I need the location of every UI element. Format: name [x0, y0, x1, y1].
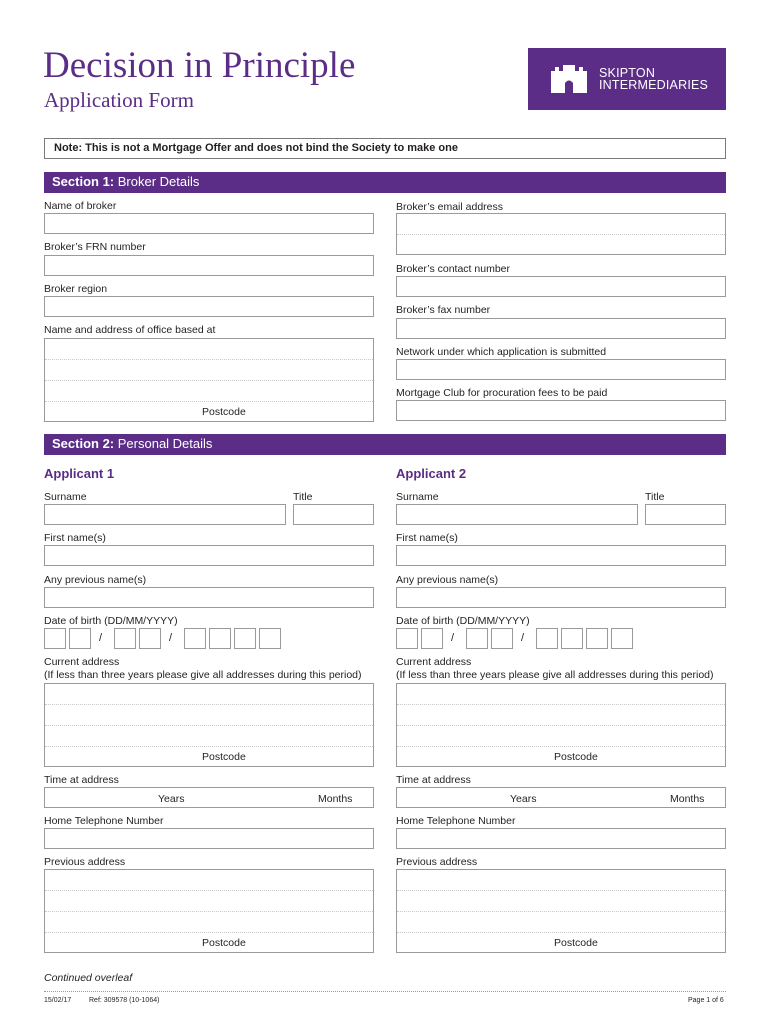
section1-header [44, 172, 726, 193]
applicant2-first-names-field[interactable] [396, 545, 726, 566]
applicant2-previous-names-field[interactable] [396, 587, 726, 608]
applicant1-current-address-note: (If less than three years please give all addresses during this period) [44, 669, 362, 681]
applicant1-previous-names-label: Any previous name(s) [44, 574, 147, 586]
email-label: Broker’s email address [396, 201, 503, 213]
applicant1-dob-y3[interactable] [234, 628, 256, 649]
applicant2-previous-address-label: Previous address [396, 856, 478, 868]
applicant2-time-label: Time at address [396, 774, 471, 786]
applicant2-first-names-label: First name(s) [396, 532, 458, 544]
applicant1-home-phone-label: Home Telephone Number [44, 815, 164, 827]
name-of-broker-label: Name of broker [44, 200, 117, 212]
applicant1-postcode2-label: Postcode [202, 937, 246, 949]
applicant1-first-names-label: First name(s) [44, 532, 106, 544]
frn-label: Broker’s FRN number [44, 241, 146, 253]
applicant1-dob-label: Date of birth (DD/MM/YYYY) [44, 615, 178, 627]
applicant2-dob-d2[interactable] [421, 628, 443, 649]
applicant1-home-phone-field[interactable] [44, 828, 374, 849]
fax-label: Broker’s fax number [396, 304, 491, 316]
applicant2-title-label: Title [645, 491, 665, 503]
applicant1-previous-names-field[interactable] [44, 587, 374, 608]
logo-line2: INTERMEDIARIES [599, 78, 709, 92]
applicant1-dob-y1[interactable] [184, 628, 206, 649]
applicant2-heading: Applicant 2 [396, 466, 467, 481]
applicant2-dob-d1[interactable] [396, 628, 418, 649]
footer-date: 15/02/17 [44, 997, 72, 1004]
applicant1-dob-d2[interactable] [69, 628, 91, 649]
applicant1-dob-sep1: / [99, 632, 103, 644]
applicant2-dob-m2[interactable] [491, 628, 513, 649]
applicant2-dob-y3[interactable] [586, 628, 608, 649]
applicant2-previous-names-label: Any previous name(s) [396, 574, 499, 586]
region-field[interactable] [44, 296, 374, 317]
applicant1-time-label: Time at address [44, 774, 119, 786]
applicant1-heading: Applicant 1 [44, 466, 115, 481]
network-label: Network under which application is submitted [396, 346, 607, 358]
applicant2-home-phone-field[interactable] [396, 828, 726, 849]
castle-icon [549, 63, 589, 95]
applicant2-dob-m1[interactable] [466, 628, 488, 649]
applicant2-postcode2-label: Postcode [554, 937, 598, 949]
applicant1-dob-y2[interactable] [209, 628, 231, 649]
applicant1-dob-m2[interactable] [139, 628, 161, 649]
applicant1-title-field[interactable] [293, 504, 374, 525]
fax-field[interactable] [396, 318, 726, 339]
office-postcode-label: Postcode [202, 406, 246, 418]
applicant1-title-label: Title [293, 491, 313, 503]
skipton-logo [528, 48, 726, 110]
applicant1-dob-m1[interactable] [114, 628, 136, 649]
section2-number: Section 2: [52, 436, 115, 451]
section1-name: Broker Details [117, 174, 200, 189]
applicant2-dob-label: Date of birth (DD/MM/YYYY) [396, 615, 530, 627]
applicant2-months-label: Months [670, 793, 705, 805]
applicant2-dob-sep2: / [521, 632, 525, 644]
disclaimer-note: Note: This is not a Mortgage Offer and does not bind the Society to make one [44, 138, 726, 159]
logo-line1: SKIPTON [599, 66, 656, 80]
applicant1-first-names-field[interactable] [44, 545, 374, 566]
office-label: Name and address of office based at [44, 324, 216, 336]
page-title: Decision in Principle [43, 45, 356, 86]
section2-name: Personal Details [117, 436, 213, 451]
applicant2-dob-y4[interactable] [611, 628, 633, 649]
applicant2-years-label: Years [510, 793, 537, 805]
continued-overleaf: Continued overleaf [44, 972, 133, 984]
applicant1-dob-y4[interactable] [259, 628, 281, 649]
applicant2-title-field[interactable] [645, 504, 726, 525]
section2-header [44, 434, 726, 455]
applicant2-dob-y2[interactable] [561, 628, 583, 649]
applicant1-postcode-label: Postcode [202, 751, 246, 763]
applicant2-home-phone-label: Home Telephone Number [396, 815, 516, 827]
applicant1-current-address-label: Current address [44, 656, 120, 668]
contact-label: Broker’s contact number [396, 263, 510, 275]
applicant2-surname-field[interactable] [396, 504, 638, 525]
footer-page: Page 1 of 6 [688, 997, 724, 1004]
applicant1-surname-label: Surname [44, 491, 87, 503]
network-field[interactable] [396, 359, 726, 380]
name-of-broker-field[interactable] [44, 213, 374, 234]
section1-number: Section 1: [52, 174, 115, 189]
applicant1-surname-field[interactable] [44, 504, 286, 525]
footer-divider [44, 991, 726, 992]
applicant1-previous-address-label: Previous address [44, 856, 126, 868]
frn-field[interactable] [44, 255, 374, 276]
applicant1-years-label: Years [158, 793, 185, 805]
applicant2-current-address-label: Current address [396, 656, 472, 668]
region-label: Broker region [44, 283, 108, 295]
applicant2-dob-sep1: / [451, 632, 455, 644]
applicant1-months-label: Months [318, 793, 353, 805]
applicant2-surname-label: Surname [396, 491, 439, 503]
club-field[interactable] [396, 400, 726, 421]
contact-field[interactable] [396, 276, 726, 297]
applicant1-dob-sep2: / [169, 632, 173, 644]
footer-ref: Ref: 309578 (10-1064) [89, 997, 160, 1004]
page-subtitle: Application Form [44, 88, 194, 112]
applicant2-dob-y1[interactable] [536, 628, 558, 649]
email-field[interactable] [396, 213, 726, 255]
applicant1-dob-d1[interactable] [44, 628, 66, 649]
applicant2-postcode-label: Postcode [554, 751, 598, 763]
applicant2-current-address-note: (If less than three years please give all addresses during this period) [396, 669, 714, 681]
club-label: Mortgage Club for procuration fees to be paid [396, 387, 608, 399]
